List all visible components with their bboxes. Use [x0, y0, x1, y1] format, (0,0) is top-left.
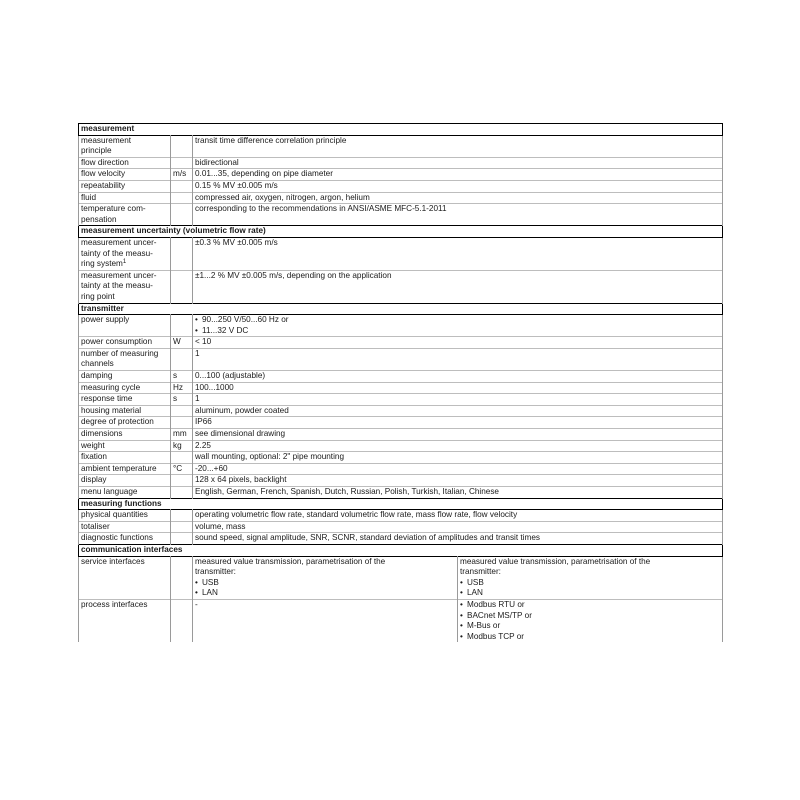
spec-row-display [79, 475, 723, 487]
spec-value [193, 429, 723, 441]
bullet-item [460, 621, 720, 632]
spec-row-measurement-uncer-tainty-at-the-measu-ring-point [79, 270, 723, 303]
spec-value-col-a [193, 599, 458, 642]
spec-row-temperature-com-pensation [79, 204, 723, 226]
spec-value-line: 1 [195, 394, 200, 404]
spec-label-line: tainty of the measu- [81, 248, 153, 258]
spec-unit [171, 135, 193, 157]
spec-label-line: power consumption [81, 337, 152, 347]
spec-label-line: number of measuring [81, 348, 159, 358]
spec-value [193, 157, 723, 169]
spec-value [193, 510, 723, 522]
bullet-item [460, 588, 720, 599]
spec-row-physical-quantities [79, 510, 723, 522]
spec-label-line: fixation [81, 452, 107, 462]
spec-value-line: transmitter: [195, 567, 236, 577]
spec-label-line [81, 259, 168, 270]
spec-value-line: operating volumetric flow rate, standard volumetric flow rate, mass flow rate, flow velocity [195, 510, 518, 520]
spec-unit [171, 556, 193, 599]
spec-label [79, 405, 171, 417]
spec-label-line: response time [81, 394, 133, 404]
section-header-transmitter [79, 303, 723, 315]
bullet-text: LAN [202, 588, 218, 598]
spec-value [193, 348, 723, 370]
spec-value-line: 0.01...35, depending on pipe diameter [195, 169, 333, 179]
specification-table [78, 123, 723, 642]
spec-row-dimensions [79, 429, 723, 441]
spec-value-col-a [193, 556, 458, 599]
spec-row-measuring-cycle [79, 382, 723, 394]
spec-label-line: diagnostic functions [81, 533, 153, 543]
spec-label [79, 157, 171, 169]
spec-value [193, 169, 723, 181]
spec-value-line: wall mounting, optional: 2" pipe mounting [195, 452, 345, 462]
spec-unit [171, 192, 193, 204]
spec-label [79, 371, 171, 383]
section-header-measurement-uncertainty-volumetric-flow-rate [79, 226, 723, 238]
specification-table-body [79, 124, 723, 643]
spec-label-line: tainty at the measu- [81, 281, 153, 291]
bullet-text: Modbus TCP or [467, 631, 525, 641]
spec-unit [171, 417, 193, 429]
spec-value [193, 394, 723, 406]
spec-label [79, 192, 171, 204]
spec-label-line: flow velocity [81, 169, 126, 179]
spec-label-line: flow direction [81, 157, 129, 167]
spec-label-line: pensation [81, 214, 117, 224]
spec-value [193, 270, 723, 303]
spec-unit [171, 348, 193, 370]
spec-label-text: ring system [81, 259, 123, 269]
spec-value-line: measured value transmission, parametrisation of the [195, 556, 386, 566]
bullet-item [460, 578, 720, 589]
spec-value-line: 2.25 [195, 440, 211, 450]
spec-label [79, 533, 171, 545]
spec-value [193, 405, 723, 417]
spec-value-line: -20...+60 [195, 463, 228, 473]
spec-label-line: display [81, 475, 107, 485]
spec-value-line: volume, mass [195, 521, 246, 531]
spec-value-line: aluminum, powder coated [195, 405, 289, 415]
spec-unit [171, 204, 193, 226]
spec-label-line: service interfaces [81, 556, 145, 566]
bullet-text: LAN [467, 588, 483, 598]
spec-value [193, 337, 723, 349]
spec-label [79, 348, 171, 370]
spec-unit [171, 237, 193, 270]
spec-label [79, 417, 171, 429]
spec-label-line: weight [81, 440, 105, 450]
spec-label [79, 135, 171, 157]
spec-row-menu-language [79, 487, 723, 499]
spec-unit: Hz [171, 382, 193, 394]
spec-unit [171, 521, 193, 533]
spec-value-line: 1 [195, 348, 200, 358]
spec-value [193, 521, 723, 533]
spec-value [193, 533, 723, 545]
spec-value [193, 440, 723, 452]
spec-unit [171, 487, 193, 499]
spec-value-line: transit time difference correlation principle [195, 135, 347, 145]
spec-label [79, 270, 171, 303]
spec-value [193, 237, 723, 270]
spec-value-line: compressed air, oxygen, nitrogen, argon, helium [195, 192, 370, 202]
spec-value-line: measured value transmission, parametrisation of the [460, 556, 651, 566]
spec-label-line: measuring cycle [81, 382, 141, 392]
spec-label-line: fluid [81, 192, 97, 202]
spec-unit [171, 315, 193, 337]
spec-value-line: < 10 [195, 337, 212, 347]
bullet-item [195, 578, 455, 589]
spec-unit: m/s [171, 169, 193, 181]
spec-value-line: 0...100 (adjustable) [195, 371, 266, 381]
spec-unit [171, 510, 193, 522]
spec-value [193, 192, 723, 204]
spec-value-line: corresponding to the recommendations in ANSI/ASME MFC-5.1-2011 [195, 204, 447, 214]
spec-value [193, 452, 723, 464]
spec-label-line: dimensions [81, 429, 123, 439]
spec-row-fluid [79, 192, 723, 204]
spec-unit [171, 180, 193, 192]
spec-row-number-of-measuring-channels [79, 348, 723, 370]
spec-row-totaliser [79, 521, 723, 533]
spec-label-line: power supply [81, 315, 130, 325]
spec-value-line: English, German, French, Spanish, Dutch, Russian, Polish, Turkish, Italian, Chinese [195, 487, 499, 496]
spec-unit [171, 475, 193, 487]
spec-unit: kg [171, 440, 193, 452]
spec-row-housing-material [79, 405, 723, 417]
bullet-text: M-Bus or [467, 621, 501, 631]
spec-row-weight [79, 440, 723, 452]
spec-value-line: sound speed, signal amplitude, SNR, SCNR, standard deviation of amplitudes and transit times [195, 533, 540, 543]
spec-label [79, 510, 171, 522]
spec-row-measurement-uncer-tainty-of-the-measu-ring-system [79, 237, 723, 270]
spec-label-line: channels [81, 359, 114, 369]
spec-label-line: measurement uncer- [81, 270, 157, 280]
bullet-item [460, 600, 720, 611]
spec-value-line: IP66 [195, 417, 212, 427]
spec-row-flow-velocity [79, 169, 723, 181]
spec-label [79, 315, 171, 337]
spec-label-line: damping [81, 371, 113, 381]
spec-unit: s [171, 371, 193, 383]
spec-label [79, 475, 171, 487]
spec-label-line: measurement uncer- [81, 237, 157, 247]
spec-label-line: totaliser [81, 521, 110, 531]
spec-unit: W [171, 337, 193, 349]
spec-label [79, 337, 171, 349]
section-title: communication interfaces [79, 544, 723, 556]
spec-label-line: repeatability [81, 180, 126, 190]
spec-value [193, 475, 723, 487]
spec-row-repeatability [79, 180, 723, 192]
spec-value [193, 382, 723, 394]
spec-value [193, 135, 723, 157]
bullet-text: Modbus RTU or [467, 599, 525, 609]
spec-label-line: ring point [81, 291, 115, 301]
spec-row-diagnostic-functions [79, 533, 723, 545]
bullet-text: BACnet MS/TP or [467, 610, 532, 620]
spec-unit [171, 452, 193, 464]
footnote-marker: 1 [122, 259, 127, 266]
spec-unit [171, 157, 193, 169]
spec-unit [171, 599, 193, 642]
spec-row-damping [79, 371, 723, 383]
spec-label [79, 440, 171, 452]
spec-value [193, 204, 723, 226]
spec-unit: °C [171, 463, 193, 475]
spec-label [79, 169, 171, 181]
section-header-communication-interfaces [79, 544, 723, 556]
section-title: measurement uncertainty (volumetric flow rate) [79, 226, 723, 238]
spec-row-response-time [79, 394, 723, 406]
spec-row-flow-direction [79, 157, 723, 169]
spec-row-fixation [79, 452, 723, 464]
spec-label [79, 599, 171, 642]
bullet-item [195, 315, 720, 326]
section-title: transmitter [79, 303, 723, 315]
spec-value-line: 128 x 64 pixels, backlight [195, 475, 287, 485]
section-header-measuring-functions [79, 498, 723, 510]
spec-value [193, 417, 723, 429]
spec-label [79, 204, 171, 226]
spec-label [79, 382, 171, 394]
spec-value [193, 463, 723, 475]
spec-row-process-interfaces [79, 599, 723, 642]
spec-label [79, 429, 171, 441]
spec-value-line: see dimensional drawing [195, 429, 286, 439]
spec-label-line: housing material [81, 405, 142, 415]
bullet-text: 90...250 V/50...60 Hz or [202, 315, 289, 325]
section-title: measurement [79, 124, 723, 136]
spec-label [79, 463, 171, 475]
spec-label [79, 180, 171, 192]
spec-value-line: transmitter: [460, 567, 501, 577]
spec-value [193, 180, 723, 192]
spec-unit [171, 270, 193, 303]
bullet-text: 11...32 V DC [202, 325, 249, 335]
spec-value-line: ±0.3 % MV ±0.005 m/s [195, 237, 278, 247]
spec-unit: s [171, 394, 193, 406]
spec-row-measurement-principle [79, 135, 723, 157]
spec-label-line: measurement [81, 135, 132, 145]
spec-label-line: degree of protection [81, 417, 154, 427]
spec-value-col-b [458, 556, 723, 599]
spec-unit [171, 533, 193, 545]
spec-label-line: ambient temperature [81, 463, 157, 473]
spec-label-line: menu language [81, 487, 138, 496]
spec-row-power-supply [79, 315, 723, 337]
spec-unit: mm [171, 429, 193, 441]
spec-label [79, 487, 171, 499]
spec-row-ambient-temperature [79, 463, 723, 475]
spec-row-service-interfaces [79, 556, 723, 599]
bullet-item [460, 632, 720, 643]
spec-label-line: temperature com- [81, 204, 146, 214]
spec-label [79, 394, 171, 406]
spec-label [79, 521, 171, 533]
spec-value [193, 371, 723, 383]
spec-row-degree-of-protection [79, 417, 723, 429]
bullet-item [195, 588, 455, 599]
section-title: measuring functions [79, 498, 723, 510]
spec-label-line: physical quantities [81, 510, 148, 520]
spec-unit [171, 405, 193, 417]
spec-label-line: process interfaces [81, 599, 148, 609]
spec-value-line: 0.15 % MV ±0.005 m/s [195, 180, 278, 190]
spec-label-line: principle [81, 146, 112, 156]
spec-label [79, 237, 171, 270]
spec-value-line: - [195, 599, 198, 609]
spec-value-line: ±1...2 % MV ±0.005 m/s, depending on the application [195, 270, 392, 280]
bullet-text: USB [467, 577, 484, 587]
bullet-item [460, 611, 720, 622]
spec-value [193, 315, 723, 337]
spec-label [79, 556, 171, 599]
bullet-text: USB [202, 577, 219, 587]
spec-value-line: 100...1000 [195, 382, 234, 392]
spec-row-power-consumption [79, 337, 723, 349]
spec-value [193, 487, 723, 499]
spec-value-line: bidirectional [195, 157, 239, 167]
section-header-measurement [79, 124, 723, 136]
spec-value-col-b [458, 599, 723, 642]
bullet-item [195, 326, 720, 337]
spec-label [79, 452, 171, 464]
